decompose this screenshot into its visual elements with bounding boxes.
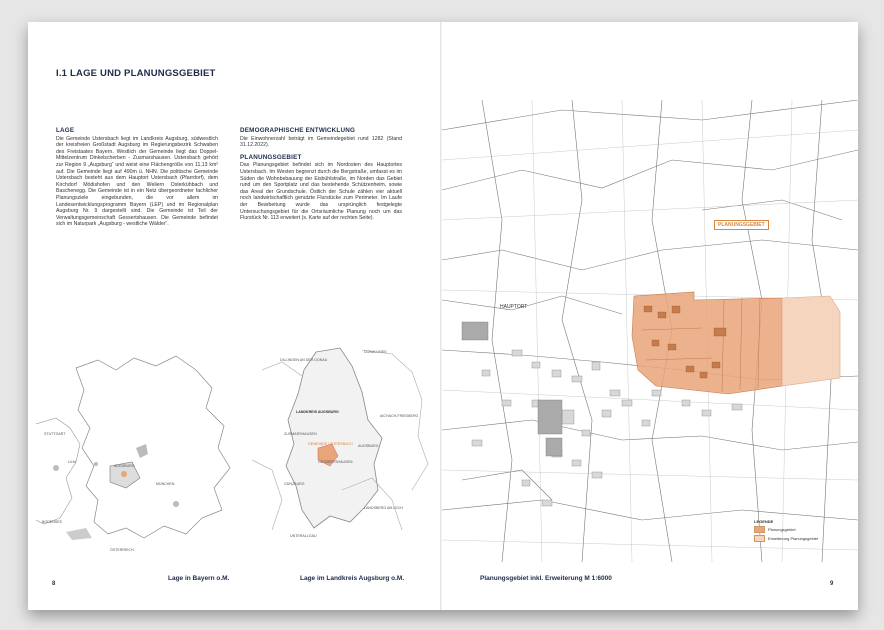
bayern-map [36, 348, 236, 568]
landkreis-map [242, 340, 438, 560]
label-landkreis: LANDKREIS AUGSBURG [296, 410, 339, 414]
legend [754, 519, 844, 542]
plan-title: PLANUNGSGEBIET [240, 153, 302, 161]
legend-item-erweiterung [754, 535, 844, 542]
label-stuttgart: STUTTGART [44, 432, 66, 436]
label-ustersbach: GEMEINDE USTERSBACH [308, 442, 353, 446]
label-gessertshausen: GESSERTSHAUSEN [318, 460, 353, 464]
left-page [28, 22, 442, 610]
label-oesterreich: ÖSTERREICH [110, 548, 134, 552]
label-zusmarshausen: ZUSMARSHAUSEN [284, 432, 317, 436]
label-landsberg: LANDSBERG AM LECH [364, 506, 403, 510]
demo-body: Die Einwohnerzahl beträgt im Gemeindegebiet rund 1282 (Stand 31.12.2022). [240, 135, 402, 149]
label-guenzburg: GÜNZBURG [284, 482, 305, 486]
right-page [442, 22, 858, 610]
hauptort-label: HAUPTORT [500, 304, 528, 310]
label-dillingen: DILLINGEN AN DER DONAU [280, 358, 328, 362]
page-heading: I.1 LAGE UND PLANUNGSGEBIET [56, 68, 216, 79]
plan-body: Das Planungsgebiet befindet sich im Nordosten des Hauptortes Ustersbach. Im Westen begrenzt durch die Bergstraße, umfasst es im Süden die Wohnbebauung der Eisbühlstraße, im Norden das Gebiet rund um den Sportplatz und das bestehende Schützenheim, sowie das Areal der Grundschule. Östlich der Schule zählen vier aktuell noch landwirtschaftlich genutzte Flurstücke zum Perimeter. Im Laufe der Bearbeitung wurde das ursprünglich festgelegte Untersuchungsgebiet für die Ortsräumliche Planung noch um das Flurstück Nr. 113 erweitert (s. Karte auf der rechten Seite). [240, 162, 402, 222]
demo-section [240, 128, 402, 222]
label-augsburg: AUGSBURG [114, 464, 135, 468]
legend-item-planungsgebiet [754, 526, 844, 533]
page-number-right: 9 [830, 581, 834, 587]
lage-title: LAGE [56, 127, 75, 134]
lage-body: Die Gemeinde Ustersbach liegt im Landkreis Augsburg, südwestlich der kreisfreien Großstadt Augsburg im Regierungsbezirk Schwaben des Freistaates Bayern. Westlich der Gemeinde liegt das Doppel-Mittelzentrum Dinkelscherben - Zusmarshausen. Ustersbach gehört zur Region 9 „Augsburg“ und weist eine Flächengröße von 11,13 km² auf. Die Gemeinde liegt auf 490m ü. NHN. Die politische Gemeinde Ustersbach besteht aus dem Hauptort Ustersbach (Pfarrdorf), dem Kirchdorf Mödishofen und den Weilern Osterkühbach und Baschenegg. Die Gemeinde ist in ein Netz übergeordneter fachlicher Planungsziele eingebunden, die vor allem im Landesentwicklungsprogramm Bayern (LEP) und im Regionalplan Augsburg Nr. 9 dargestellt sind. Die Gemeinde ist Teil der Verwaltungsgemeinschaft Gessertshausen. Die Gemeinde befindet sich im Naturpark „Augsburg - westliche Wälder“. [56, 135, 218, 228]
caption-bayern: Lage in Bayern o.M. [168, 575, 230, 582]
legend-title: LEGENDE [754, 519, 774, 524]
label-ulm: ULM [68, 460, 76, 464]
label-augsburg-stadt: AUGSBURG [358, 444, 379, 448]
legend-label-erweiterung: Erweiterung Planungsgebiet [768, 536, 819, 541]
label-unterallgaeu: UNTERALLGÄU [290, 534, 317, 538]
planungsgebiet-label: PLANUNGSGEBIET [714, 220, 769, 230]
legend-label-planungsgebiet: Planungsgebiet [768, 527, 796, 532]
caption-ortsplan: Planungsgebiet inkl. Erweiterung M 1:6000 [480, 575, 612, 582]
label-aichach: AICHACH-FRIEDBERG [380, 414, 419, 418]
caption-landkreis: Lage im Landkreis Augsburg o.M. [300, 575, 405, 582]
lage-section [56, 128, 218, 228]
label-muenchen: MÜNCHEN [156, 482, 175, 486]
demo-title: DEMOGRAPHISCHE ENTWICKLUNG [240, 127, 356, 134]
page-number-left: 8 [52, 581, 56, 587]
ortsplan-map [442, 100, 858, 562]
legend-swatch-erweiterung [754, 535, 765, 542]
label-donau-ries: DONAU-RIES [364, 350, 387, 354]
label-bodensee: BODENSEE [42, 520, 62, 524]
legend-swatch-planungsgebiet [754, 526, 765, 533]
book-spread [28, 22, 858, 610]
